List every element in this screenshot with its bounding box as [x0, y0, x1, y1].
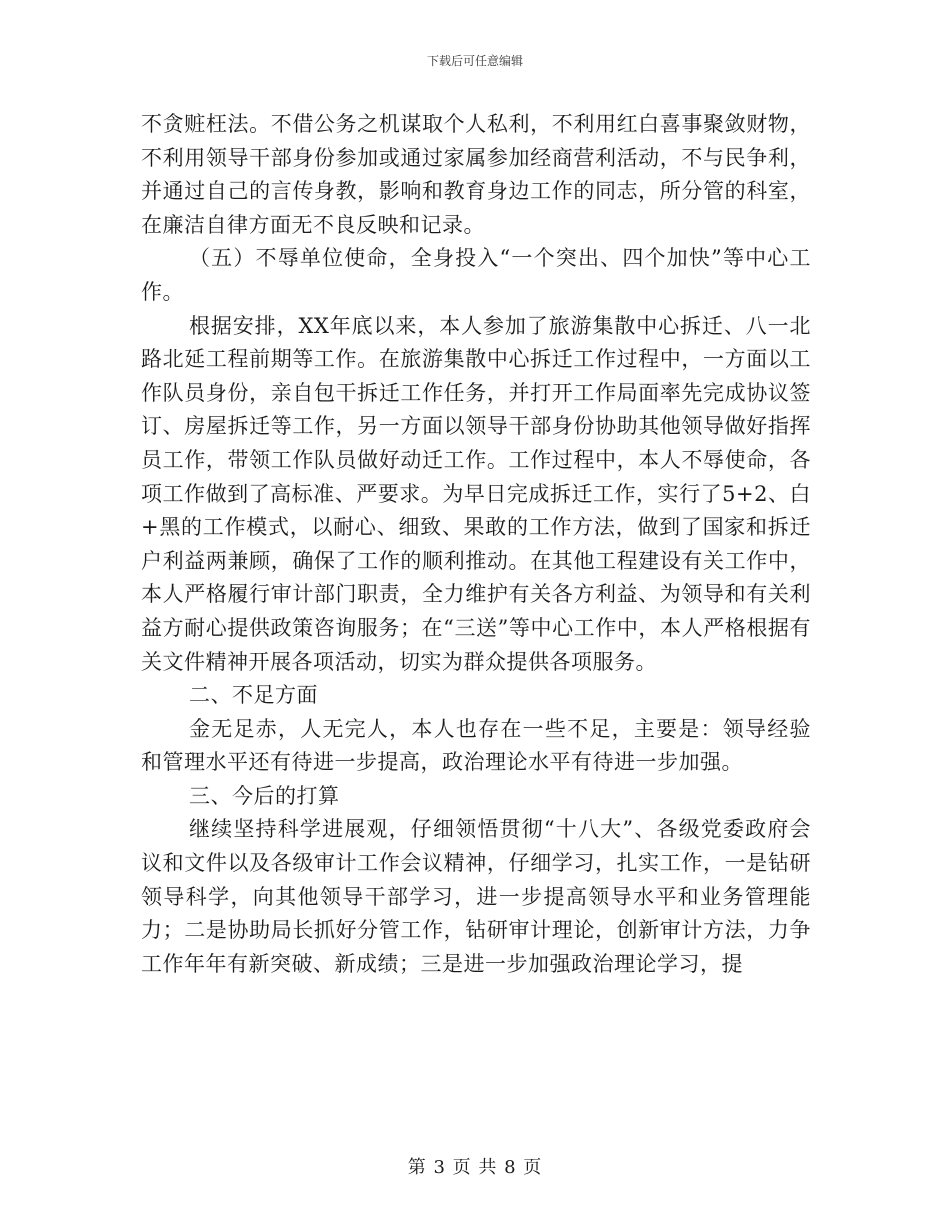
heading-shortcomings: 二、不足方面 — [189, 683, 318, 708]
document-body — [141, 108, 811, 981]
paragraph-continuation: 不贪赃枉法。不借公务之机谋取个人私利，不利用红白喜事聚敛财物，不利用领导干部身份参加或通过家属参加经商营利活动，不与民争利，并通过自己的言传身教，影响和教育身边工作的同志，所分管的科室，在廉洁自律方面无不良反映和记录。 — [141, 112, 811, 237]
heading-future-plans: 三、今后的打算 — [189, 783, 340, 808]
paragraph-demolition-work: 根据安排，XX年底以来，本人参加了旅游集散中心拆迁、八一北路北延工程前期等工作。在旅游集散中心拆迁工作过程中，一方面以工作队员身份，亲自包干拆迁工作任务，并打开工作局面率先完成协议签订、房屋拆迁等工作，另一方面以领导干部身份协助其他领导做好指挥员工作，带领工作队员做好动迁工作。工作过程中，本人不辱使命，各项工作做到了高标准、严要求。为早日完成拆迁工作，实行了5+2、白+黑的工作模式，以耐心、细致、果敢的工作方法，做到了国家和拆迁户利益两兼顾，确保了工作的顺利推动。在其他工程建设有关工作中，本人严格履行审计部门职责，全力维护有关各方利益、为领导和有关利益方耐心提供政策咨询服务；在“三送”等中心工作中，本人严格根据有关文件精神开展各项活动，切实为群众提供各项服务。 — [141, 313, 811, 674]
header-note: 下载后可任意编辑 — [426, 54, 523, 68]
paragraph-future-plans: 继续坚持科学进展观，仔细领悟贯彻“十八大”、各级党委政府会议和文件以及各级审计工作会议精神，仔细学习，扎实工作，一是钻研领导科学，向其他领导干部学习，进一步提高领导水平和业务管理能力；二是协助局长抓好分管工作，钻研审计理论，创新审计方法，力争工作年年有新突破、新成绩；三是进一步加强政治理论学习，提 — [141, 817, 811, 976]
paragraph-section-five: （五）不辱单位使命，全身投入“一个突出、四个加快”等中心工作。 — [141, 246, 811, 304]
page-number: 第 3 页 共 8 页 — [407, 1157, 543, 1178]
paragraph-shortcomings: 金无足赤，人无完人，本人也存在一些不足，主要是：领导经验和管理水平还有待进一步提高，政治理论水平有待进一步加强。 — [141, 716, 811, 775]
